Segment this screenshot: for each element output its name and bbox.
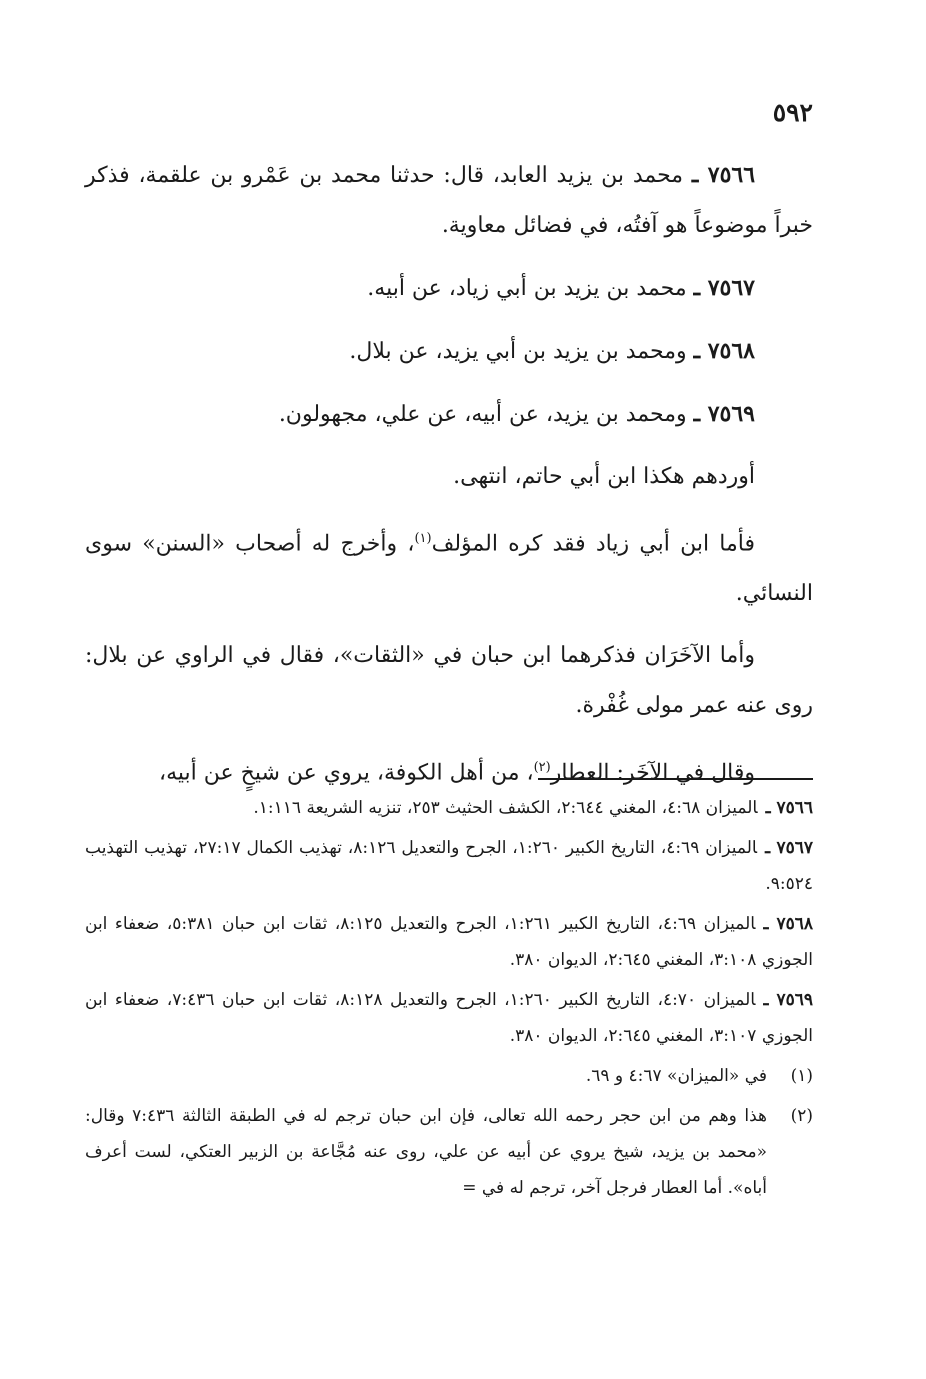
entry-7568 <box>85 326 813 377</box>
note-number: ٧٥٦٨ ـ <box>763 914 814 934</box>
entry-7567 <box>85 263 813 314</box>
note-number: ٧٥٦٦ ـ <box>765 798 813 818</box>
note-number: ٧٥٦٧ ـ <box>765 838 813 858</box>
paragraph-text: ، وأخرج له أصحاب «السنن» سوى النسائي. <box>85 531 813 607</box>
note-text: الميزان ٤:٧٠، التاريخ الكبير ١:٢٦٠، الجرح والتعديل ٨:١٢٨، ثقات ابن حبان ٧:٤٣٦، ضعفاء ابن الجوزي ٣:١٠٧، المغني ٢:٦٤٥، الديوان ٣٨٠. <box>85 990 813 1046</box>
entry-text: محمد بن يزيد بن أبي زياد، عن أبيه. <box>367 276 687 301</box>
paragraph-text: ، من أهل الكوفة، يروي عن شيخٍ عن أبيه، <box>158 760 534 786</box>
entry-number: ٧٥٦٨ ـ <box>693 338 755 364</box>
footnote-text: هذا وهم من ابن حجر رحمه الله تعالى، فإن ابن حبان ترجم له في الطبقة الثالثة ٧:٤٣٦ وقال: «محمد بن يزيد، شيخ يروي عن أبيه عن علي، روى عنه مُجَّاعة بن الزبير العتكي، لست أعرف أباه». أما العطار فرجل آخر، ترجم له في = <box>85 1106 767 1198</box>
paragraph-ibn-abi-ziyad <box>85 514 813 619</box>
entry-number: ٧٥٦٦ ـ <box>691 162 756 188</box>
paragraph-al-akharan <box>85 631 813 731</box>
entry-number: ٧٥٦٩ ـ <box>693 401 755 427</box>
entry-text: ومحمد بن يزيد، عن أبيه، عن علي، مجهولون. <box>278 402 687 427</box>
footnote-text: في «الميزان» ٤:٦٧ و ٦٩. <box>585 1066 767 1086</box>
paragraph-text: وأما الآخَرَان فذكرهما ابن حبان في «الثقات»، فقال في الراوي عن بلال: روى عنه عمر مولى غُفْرة. <box>85 643 813 719</box>
entry-text: محمد بن يزيد العابد، قال: حدثنا محمد بن عَمْرو بن علقمة، فذكر خبراً موضوعاً هو آفتُه، في فضائل معاوية. <box>85 163 813 238</box>
paragraph-ibn-abi-hatim <box>85 452 813 502</box>
entry-7566 <box>85 150 813 251</box>
footnote-ref-2: (٢) <box>533 760 551 776</box>
footnote-2 <box>85 1098 813 1206</box>
entry-text: ومحمد بن يزيد بن أبي يزيد، عن بلال. <box>349 339 687 364</box>
book-page <box>85 0 813 1379</box>
source-note-7567 <box>85 830 813 902</box>
main-text <box>85 150 813 811</box>
footnote-1 <box>85 1058 813 1094</box>
note-text: الميزان ٤:٦٩، التاريخ الكبير ١:٢٦١، الجرح والتعديل ٨:١٢٥، ثقات ابن حبان ٥:٣٨١، ضعفاء ابن الجوزي ٣:١٠٨، المغني ٢:٦٤٥، الديوان ٣٨٠. <box>85 914 813 970</box>
paragraph-text: وقال في الآخَر: العطار <box>550 760 755 786</box>
footnotes-section <box>85 790 813 1210</box>
footnote-marker: (١) <box>790 1066 813 1086</box>
entry-number: ٧٥٦٧ ـ <box>693 275 755 301</box>
entry-7569 <box>85 389 813 440</box>
source-note-7566 <box>85 790 813 826</box>
note-text: الميزان ٤:٦٩، التاريخ الكبير ١:٢٦٠، الجرح والتعديل ٨:١٢٦، تهذيب الكمال ٢٧:١٧، تهذيب التهذيب ٩:٥٢٤. <box>85 838 813 894</box>
paragraph-text: فأما ابن أبي زياد فقد كره المؤلف <box>431 531 755 557</box>
footnote-divider <box>538 778 813 780</box>
note-text: الميزان ٤:٦٨، المغني ٢:٦٤٤، الكشف الحثيث ٢٥٣، تنزيه الشريعة ١:١١٦. <box>253 798 758 818</box>
source-note-7569 <box>85 982 813 1054</box>
source-note-7568 <box>85 906 813 978</box>
paragraph-text: أوردهم هكذا ابن أبي حاتم، انتهى. <box>453 464 755 489</box>
page-number: ٥٩٢ <box>772 98 813 127</box>
note-number: ٧٥٦٩ ـ <box>763 990 814 1010</box>
footnote-ref-1: (١) <box>414 531 432 546</box>
footnote-marker: (٢) <box>790 1106 813 1126</box>
